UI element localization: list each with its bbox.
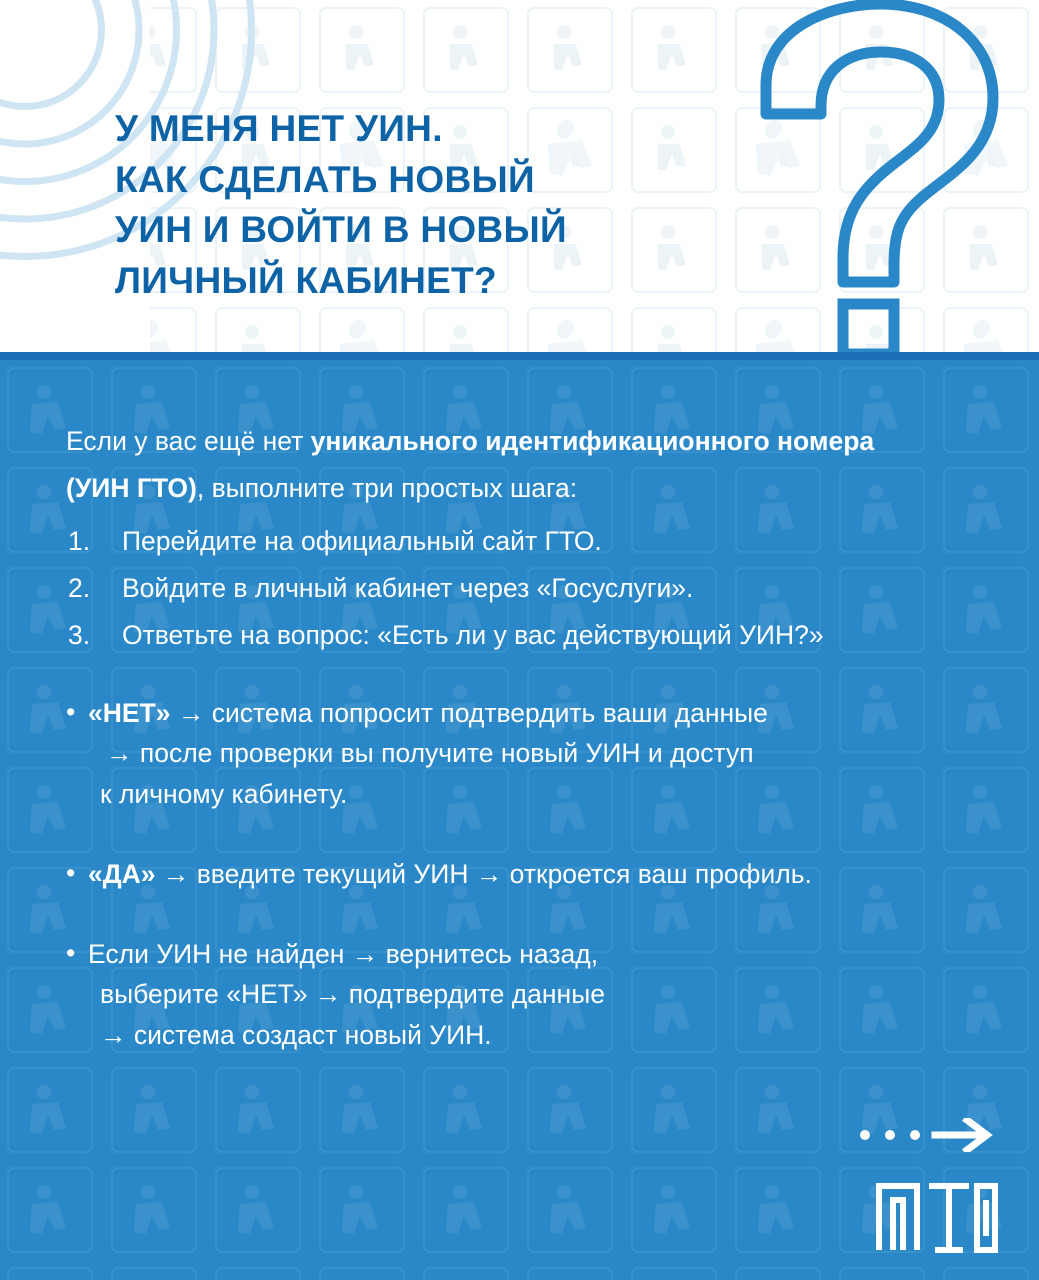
list-item: Ответьте на вопрос: «Есть ли у вас действующий УИН?» (122, 620, 824, 651)
bullet-line: → после проверки вы получите новый УИН и доступ (106, 738, 754, 769)
bullet-line: выберите «НЕТ» → подтвердите данные (100, 979, 605, 1010)
main-content (66, 418, 966, 1095)
intro-paragraph (66, 418, 896, 512)
intro-text-bold: уникального идентификационного номера (УИН ГТО) (66, 426, 875, 504)
list-item (66, 854, 946, 894)
bullet-line: → введите текущий УИН → откроется ваш профиль. (155, 858, 812, 889)
intro-text-1: Если у вас ещё нет (66, 426, 311, 456)
intro-text-2: , выполните три простых шага: (196, 473, 578, 504)
page-title (115, 104, 755, 307)
bullet-keyword: «НЕТ» (88, 697, 171, 728)
bullet-line: → система создаст новый УИН. (100, 1019, 492, 1050)
title-line-1: У МЕНЯ НЕТ УИН. (115, 108, 443, 149)
arrow-right-icon (857, 1118, 997, 1152)
title-line-3: УИН И ВОЙТИ В НОВЫЙ (115, 209, 567, 251)
bullet-line: к личному кабинету. (100, 778, 348, 809)
steps-list (66, 518, 966, 659)
question-mark-icon (731, 0, 1021, 352)
list-item (66, 693, 946, 814)
list-item (66, 934, 946, 1055)
title-line-4: ЛИЧНЫЙ КАБИНЕТ? (115, 260, 497, 302)
header-band (0, 0, 1039, 352)
bullet-keyword: «ДА» (88, 858, 156, 889)
content-band (0, 360, 1039, 1280)
list-item: Перейдите на официальный сайт ГТО. (122, 526, 602, 557)
outcome-blocks (66, 693, 966, 1055)
header-divider (0, 352, 1039, 360)
title-line-2: КАК СДЕЛАТЬ НОВЫЙ (115, 158, 535, 200)
bullet-line: • Если УИН не найден → вернитесь назад, (88, 939, 599, 970)
bullet-line: → система попросит подтвердить ваши данные (170, 697, 768, 728)
list-item: Войдите в личный кабинет через «Госуслуги». (122, 573, 694, 604)
gto-logo-icon (873, 1160, 1001, 1256)
